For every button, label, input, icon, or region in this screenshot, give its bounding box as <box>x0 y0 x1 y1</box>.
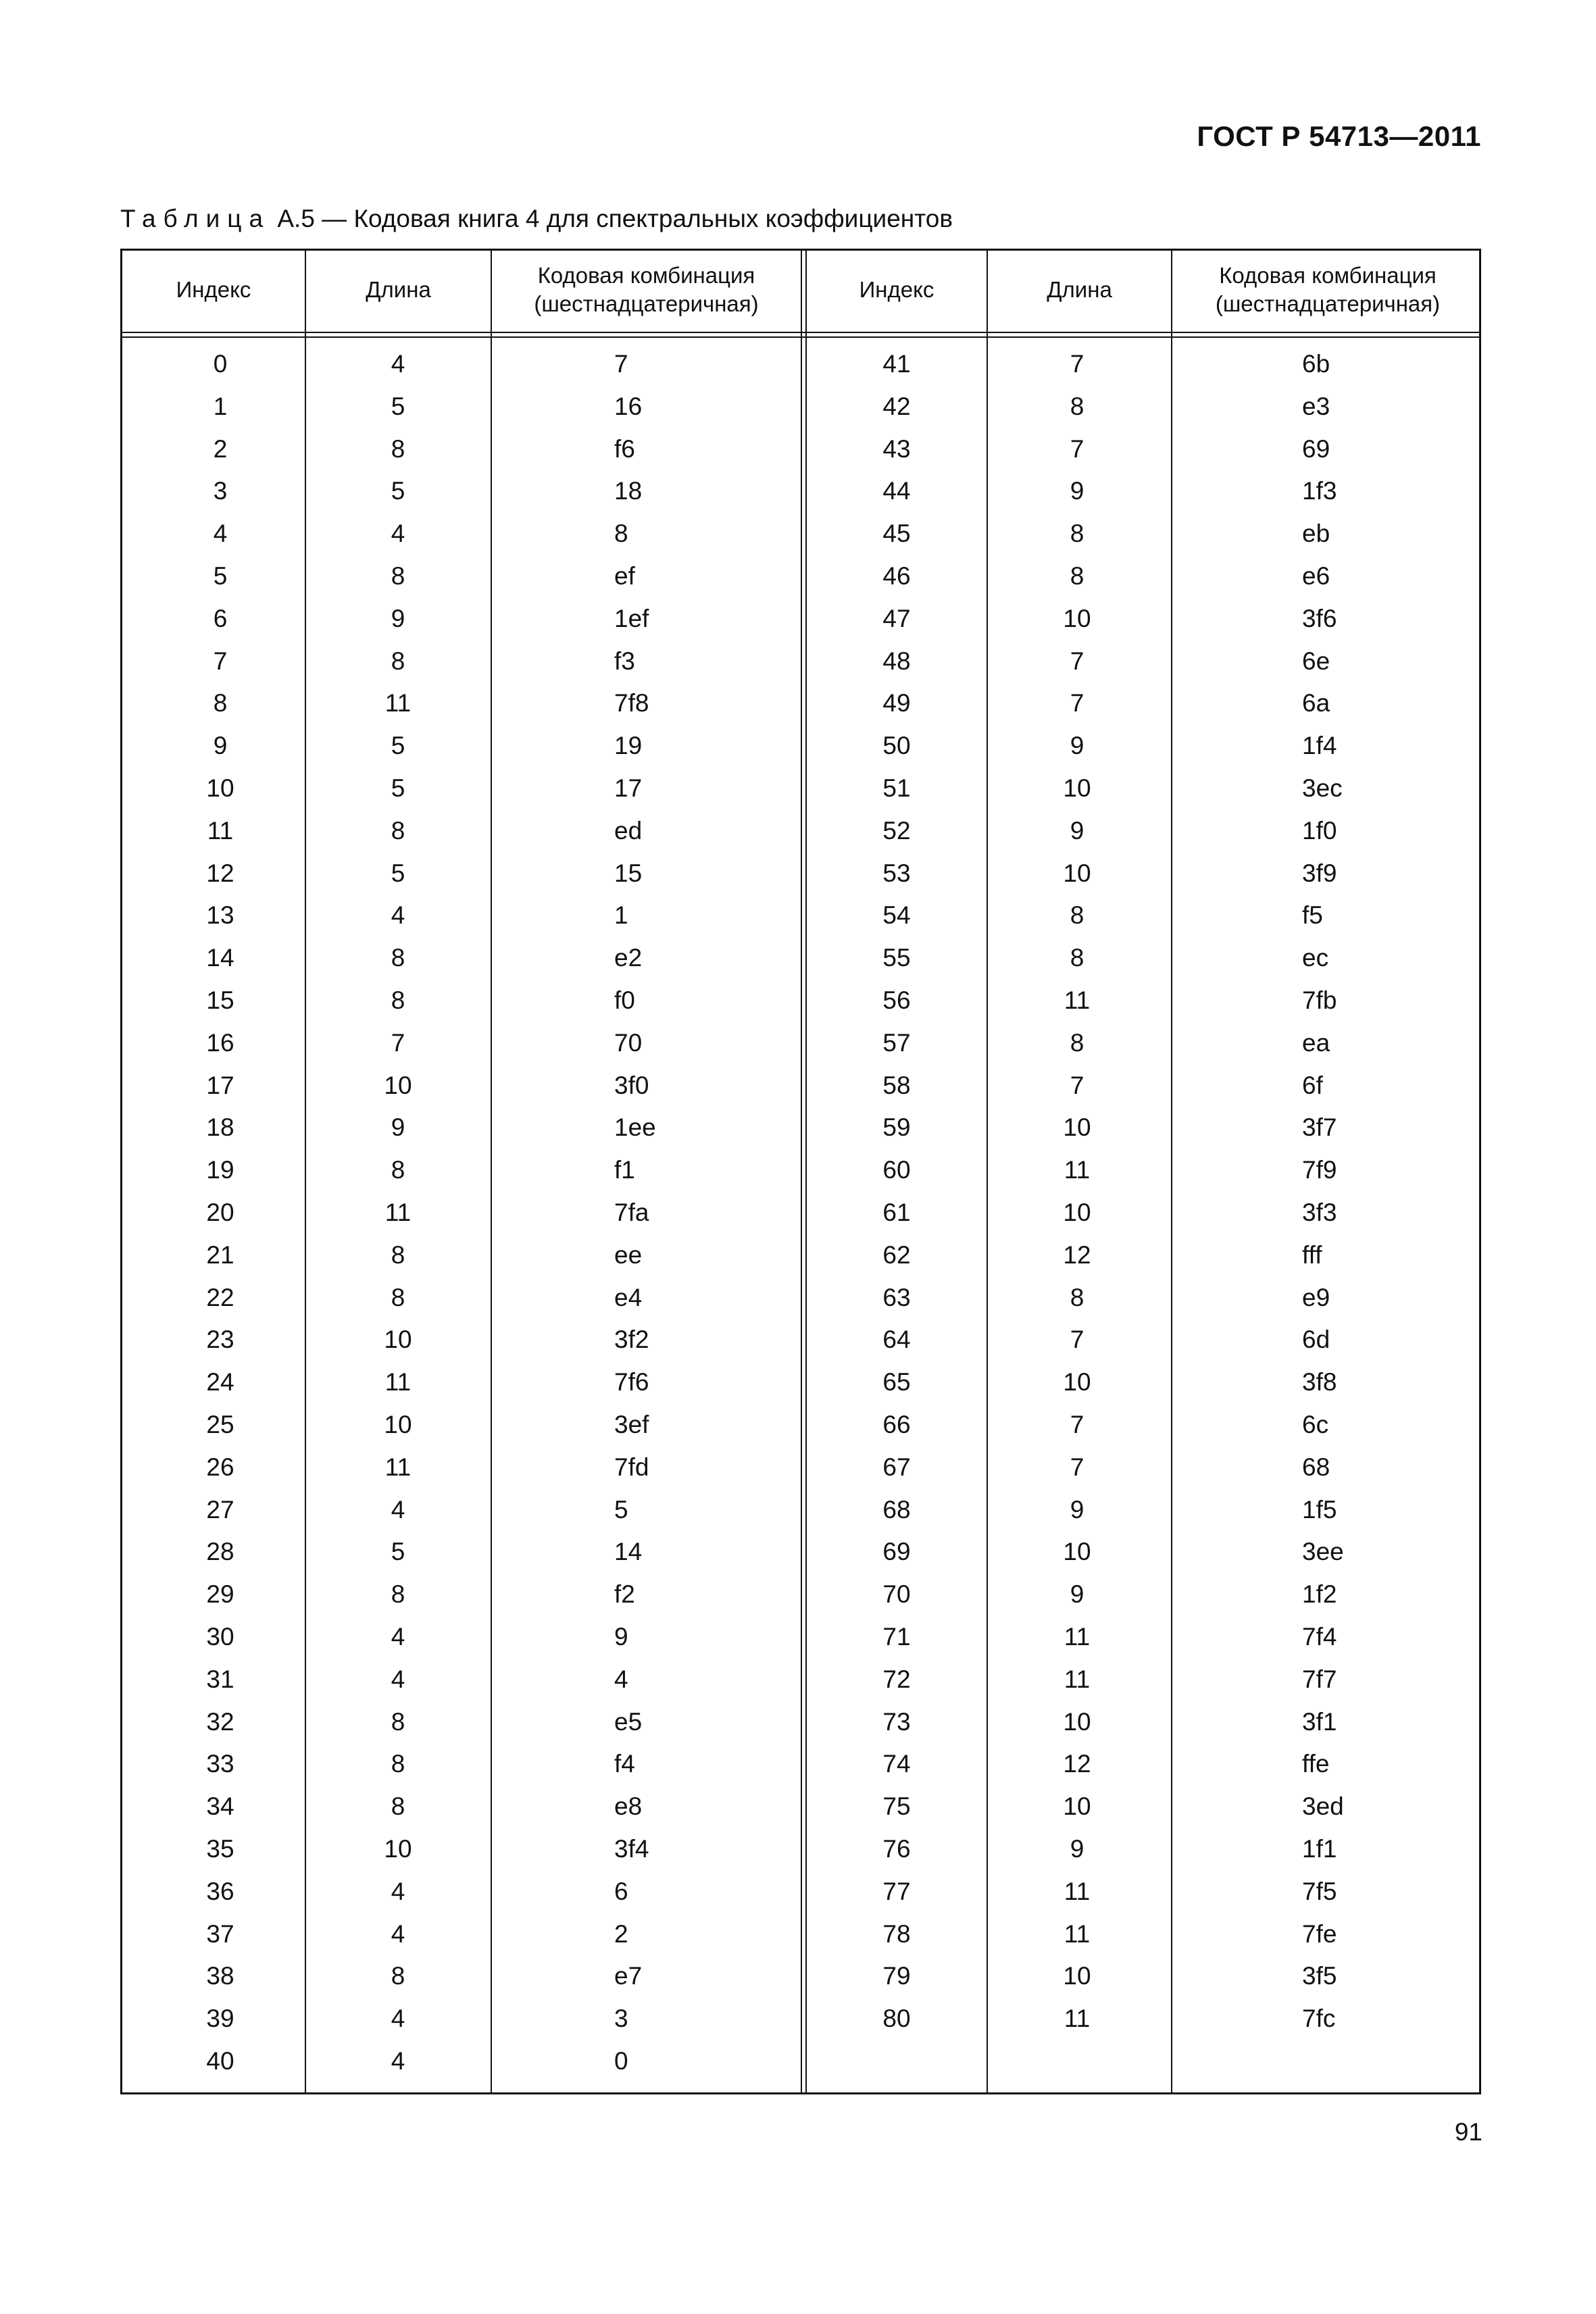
cell-index: 47 <box>882 604 911 632</box>
cell-index: 77 <box>882 1877 911 1905</box>
cell-code: ea <box>1302 1028 1330 1057</box>
cell-code: 3f4 <box>614 1835 649 1863</box>
cell-index: 7 <box>213 647 228 675</box>
cell-code: 9 <box>614 1623 628 1651</box>
cell-length: 10 <box>384 1071 412 1099</box>
cell-index: 41 <box>882 350 911 378</box>
cell-length: 10 <box>1063 1707 1091 1736</box>
cell-code: 7 <box>614 350 628 378</box>
cell-length: 8 <box>391 647 405 675</box>
cell-code: 1f4 <box>1302 732 1337 760</box>
cell-code: 68 <box>1302 1453 1330 1481</box>
cell-length: 7 <box>391 1028 405 1057</box>
cell-length: 7 <box>1070 1326 1084 1354</box>
cell-index: 45 <box>882 520 911 548</box>
cell-length: 10 <box>1063 1792 1091 1821</box>
cell-length: 9 <box>1070 1580 1084 1609</box>
cell-index: 65 <box>882 1368 911 1397</box>
cell-length: 7 <box>1070 434 1084 463</box>
cell-length: 5 <box>391 732 405 760</box>
cell-length: 4 <box>391 1623 405 1651</box>
cell-index: 64 <box>882 1326 911 1354</box>
cell-index: 15 <box>206 986 234 1014</box>
cell-length: 8 <box>1070 901 1084 930</box>
cell-index: 27 <box>206 1495 234 1524</box>
column-divider <box>305 251 306 2092</box>
cell-length: 7 <box>1070 1071 1084 1099</box>
cell-index: 4 <box>213 520 228 548</box>
cell-index: 39 <box>206 2005 234 2033</box>
cell-index: 0 <box>213 350 228 378</box>
cell-index: 49 <box>882 689 911 718</box>
column-divider <box>491 251 492 2092</box>
cell-length: 9 <box>391 1113 405 1142</box>
cell-index: 58 <box>882 1071 911 1099</box>
column-divider <box>987 251 988 2092</box>
cell-code: 1ef <box>614 604 649 632</box>
cell-code: 19 <box>614 732 643 760</box>
cell-length: 8 <box>1070 1283 1084 1311</box>
cell-index: 38 <box>206 1962 234 1990</box>
document-id: ГОСТ Р 54713—2011 <box>1197 120 1481 152</box>
cell-code: 5 <box>614 1495 628 1524</box>
cell-length: 4 <box>391 1877 405 1905</box>
cell-code: ffe <box>1302 1750 1330 1778</box>
cell-length: 12 <box>1063 1240 1091 1269</box>
cell-code: 2 <box>614 1919 628 1948</box>
cell-code: e5 <box>614 1707 643 1736</box>
cell-code: 3f5 <box>1302 1962 1337 1990</box>
cell-code: 15 <box>614 859 643 887</box>
cell-code: 1f1 <box>1302 1835 1337 1863</box>
cell-index: 52 <box>882 816 911 845</box>
cell-length: 5 <box>391 1538 405 1566</box>
cell-index: 31 <box>206 1665 234 1693</box>
cell-length: 11 <box>1064 1665 1091 1693</box>
cell-index: 36 <box>206 1877 234 1905</box>
cell-index: 3 <box>213 477 228 505</box>
cell-code: 3ee <box>1302 1538 1344 1566</box>
cell-length: 8 <box>391 1283 405 1311</box>
cell-index: 21 <box>206 1240 234 1269</box>
cell-length: 10 <box>1063 604 1091 632</box>
cell-index: 44 <box>882 477 911 505</box>
cell-index: 42 <box>882 392 911 420</box>
column-header-index-right: Индекс <box>859 277 934 302</box>
cell-code: 3f7 <box>1302 1113 1337 1142</box>
cell-code: 6f <box>1302 1071 1323 1099</box>
cell-index: 35 <box>206 1835 234 1863</box>
cell-index: 6 <box>213 604 228 632</box>
cell-code: 7f4 <box>1302 1623 1337 1651</box>
cell-index: 18 <box>206 1113 234 1142</box>
cell-length: 9 <box>1070 732 1084 760</box>
cell-length: 10 <box>384 1835 412 1863</box>
cell-code: 1f5 <box>1302 1495 1337 1524</box>
cell-index: 28 <box>206 1538 234 1566</box>
cell-length: 4 <box>391 520 405 548</box>
cell-length: 8 <box>391 1240 405 1269</box>
cell-index: 78 <box>882 1919 911 1948</box>
cell-index: 76 <box>882 1835 911 1863</box>
cell-length: 8 <box>391 986 405 1014</box>
cell-index: 48 <box>882 647 911 675</box>
header-divider <box>122 332 1479 338</box>
cell-index: 13 <box>206 901 234 930</box>
cell-index: 1 <box>213 392 228 420</box>
cell-length: 5 <box>391 859 405 887</box>
cell-code: 3f1 <box>1302 1707 1337 1736</box>
cell-code: 6b <box>1302 350 1330 378</box>
cell-code: 17 <box>614 774 643 802</box>
cell-length: 11 <box>384 689 412 718</box>
cell-code: e4 <box>614 1283 643 1311</box>
cell-length: 4 <box>391 901 405 930</box>
cell-length: 7 <box>1070 689 1084 718</box>
cell-index: 75 <box>882 1792 911 1821</box>
cell-length: 11 <box>384 1368 412 1397</box>
cell-length: 8 <box>391 1750 405 1778</box>
cell-length: 4 <box>391 1919 405 1948</box>
cell-code: eb <box>1302 520 1330 548</box>
cell-length: 10 <box>1063 1368 1091 1397</box>
cell-code: 6a <box>1302 689 1330 718</box>
cell-code: f5 <box>1302 901 1323 930</box>
cell-code: 14 <box>614 1538 643 1566</box>
cell-code: 1 <box>614 901 628 930</box>
cell-code: f6 <box>614 434 635 463</box>
cell-length: 11 <box>1064 1919 1091 1948</box>
column-header-code-left: Кодовая комбинация (шестнадцатеричная) <box>534 263 759 316</box>
cell-code: e8 <box>614 1792 643 1821</box>
cell-code: e7 <box>614 1962 643 1990</box>
cell-length: 11 <box>384 1453 412 1481</box>
cell-length: 8 <box>391 816 405 845</box>
cell-length: 9 <box>1070 1495 1084 1524</box>
cell-code: 7f5 <box>1302 1877 1337 1905</box>
cell-length: 12 <box>1063 1750 1091 1778</box>
cell-length: 5 <box>391 477 405 505</box>
cell-index: 17 <box>206 1071 234 1099</box>
cell-index: 22 <box>206 1283 234 1311</box>
cell-index: 54 <box>882 901 911 930</box>
cell-length: 8 <box>1070 944 1084 972</box>
cell-index: 30 <box>206 1623 234 1651</box>
cell-code: 7f9 <box>1302 1156 1337 1184</box>
cell-index: 69 <box>882 1538 911 1566</box>
cell-length: 4 <box>391 1665 405 1693</box>
cell-code: 4 <box>614 1665 628 1693</box>
cell-length: 10 <box>384 1326 412 1354</box>
cell-length: 4 <box>391 2005 405 2033</box>
cell-length: 8 <box>391 944 405 972</box>
cell-length: 10 <box>1063 1538 1091 1566</box>
cell-code: f2 <box>614 1580 635 1609</box>
cell-code: 7fd <box>614 1453 649 1481</box>
cell-length: 11 <box>1064 1877 1091 1905</box>
cell-length: 8 <box>1070 562 1084 590</box>
cell-code: 3ef <box>614 1411 649 1438</box>
cell-index: 74 <box>882 1750 911 1778</box>
cell-code: 6d <box>1302 1326 1330 1354</box>
cell-index: 56 <box>882 986 911 1014</box>
cell-index: 61 <box>882 1199 911 1226</box>
cell-length: 8 <box>1070 520 1084 548</box>
column-header-code-right: Кодовая комбинация (шестнадцатеричная) <box>1215 263 1441 316</box>
cell-code: 3f9 <box>1302 859 1337 887</box>
cell-code: f3 <box>614 647 635 675</box>
cell-code: 7fc <box>1302 2005 1336 2033</box>
cell-index: 24 <box>206 1368 234 1397</box>
cell-code: f0 <box>614 986 635 1014</box>
cell-index: 73 <box>882 1707 911 1736</box>
cell-index: 53 <box>882 859 911 887</box>
table-caption-label: Таблица <box>120 205 271 232</box>
cell-index: 29 <box>206 1580 234 1609</box>
cell-length: 8 <box>391 1792 405 1821</box>
cell-code: 7fa <box>614 1199 649 1226</box>
cell-code: 3f0 <box>614 1071 649 1099</box>
cell-code: ef <box>614 562 635 590</box>
cell-index: 72 <box>882 1665 911 1693</box>
cell-length: 8 <box>391 562 405 590</box>
cell-index: 67 <box>882 1453 911 1481</box>
cell-code: 70 <box>614 1028 643 1057</box>
column-header-length-right: Длина <box>1047 277 1112 302</box>
cell-code: 7f7 <box>1302 1665 1337 1693</box>
cell-length: 9 <box>1070 477 1084 505</box>
cell-index: 33 <box>206 1750 234 1778</box>
cell-index: 55 <box>882 944 911 972</box>
cell-length: 11 <box>384 1199 412 1226</box>
cell-index: 37 <box>206 1919 234 1948</box>
cell-index: 57 <box>882 1028 911 1057</box>
cell-length: 11 <box>1064 1156 1091 1184</box>
cell-length: 7 <box>1070 1411 1084 1438</box>
table-caption-title: А.5 — Кодовая книга 4 для спектральных коэффициентов <box>270 205 953 232</box>
cell-index: 46 <box>882 562 911 590</box>
cell-code: ee <box>614 1240 643 1269</box>
cell-length: 8 <box>1070 392 1084 420</box>
cell-length: 8 <box>391 1580 405 1609</box>
cell-code: 3ec <box>1302 774 1343 802</box>
cell-length: 10 <box>1063 859 1091 887</box>
cell-length: 8 <box>391 434 405 463</box>
cell-length: 8 <box>391 1707 405 1736</box>
cell-code: f1 <box>614 1156 635 1184</box>
cell-code: 3f3 <box>1302 1199 1337 1226</box>
cell-code: 1ee <box>614 1113 656 1142</box>
cell-length: 8 <box>391 1962 405 1990</box>
cell-index: 60 <box>882 1156 911 1184</box>
cell-code: 69 <box>1302 434 1330 463</box>
cell-code: e9 <box>1302 1283 1330 1311</box>
column-divider <box>1171 251 1172 2092</box>
cell-length: 7 <box>1070 647 1084 675</box>
cell-length: 5 <box>391 392 405 420</box>
cell-code: 18 <box>614 477 643 505</box>
cell-index: 70 <box>882 1580 911 1609</box>
cell-index: 59 <box>882 1113 911 1142</box>
cell-code: 6c <box>1302 1411 1329 1438</box>
cell-length: 8 <box>391 1156 405 1184</box>
cell-index: 40 <box>206 2047 234 2075</box>
cell-index: 63 <box>882 1283 911 1311</box>
cell-length: 10 <box>1063 1962 1091 1990</box>
column-header-index-left: Индекс <box>176 277 251 302</box>
codebook-table <box>120 249 1481 2094</box>
cell-index: 5 <box>213 562 228 590</box>
cell-code: ed <box>614 816 643 845</box>
cell-index: 10 <box>206 774 234 802</box>
cell-length: 9 <box>391 604 405 632</box>
cell-code: 16 <box>614 392 643 420</box>
cell-index: 16 <box>206 1028 234 1057</box>
cell-code: 8 <box>614 520 628 548</box>
cell-index: 50 <box>882 732 911 760</box>
cell-code: 0 <box>614 2047 628 2075</box>
cell-index: 19 <box>206 1156 234 1184</box>
cell-index: 79 <box>882 1962 911 1990</box>
cell-code: ec <box>1302 944 1329 972</box>
cell-index: 2 <box>213 434 228 463</box>
cell-code: 6e <box>1302 647 1330 675</box>
cell-index: 71 <box>882 1623 911 1651</box>
cell-code: 7fe <box>1302 1919 1337 1948</box>
cell-length: 4 <box>391 350 405 378</box>
cell-index: 9 <box>213 732 228 760</box>
cell-code: f4 <box>614 1750 635 1778</box>
cell-length: 9 <box>1070 816 1084 845</box>
cell-code: e2 <box>614 944 643 972</box>
page-number: 91 <box>1454 2118 1482 2146</box>
cell-index: 32 <box>206 1707 234 1736</box>
cell-code: e3 <box>1302 392 1330 420</box>
cell-length: 7 <box>1070 1453 1084 1481</box>
cell-length: 5 <box>391 774 405 802</box>
cell-length: 11 <box>1064 2005 1091 2033</box>
cell-code: 3 <box>614 2005 628 2033</box>
cell-code: 1f3 <box>1302 477 1337 505</box>
cell-index: 14 <box>206 944 234 972</box>
cell-index: 8 <box>213 689 228 718</box>
cell-index: 66 <box>882 1411 911 1438</box>
cell-index: 11 <box>207 816 234 845</box>
cell-index: 26 <box>206 1453 234 1481</box>
cell-index: 23 <box>206 1326 234 1354</box>
cell-code: 7f6 <box>614 1368 649 1397</box>
cell-length: 7 <box>1070 350 1084 378</box>
cell-length: 10 <box>384 1411 412 1438</box>
cell-length: 10 <box>1063 1199 1091 1226</box>
cell-length: 4 <box>391 2047 405 2075</box>
cell-length: 10 <box>1063 774 1091 802</box>
cell-index: 25 <box>206 1411 234 1438</box>
cell-length: 11 <box>1064 986 1091 1014</box>
cell-index: 12 <box>206 859 234 887</box>
cell-length: 11 <box>1064 1623 1091 1651</box>
cell-code: fff <box>1302 1240 1322 1269</box>
cell-length: 4 <box>391 1495 405 1524</box>
cell-index: 51 <box>882 774 911 802</box>
cell-code: 1f0 <box>1302 816 1337 845</box>
cell-code: 6 <box>614 1877 628 1905</box>
table-caption <box>120 205 953 233</box>
cell-code: 7fb <box>1302 986 1337 1014</box>
cell-index: 20 <box>206 1199 234 1226</box>
cell-code: 7f8 <box>614 689 649 718</box>
cell-code: e6 <box>1302 562 1330 590</box>
cell-length: 9 <box>1070 1835 1084 1863</box>
cell-index: 80 <box>882 2005 911 2033</box>
cell-index: 34 <box>206 1792 234 1821</box>
half-divider <box>801 251 807 2092</box>
cell-length: 8 <box>1070 1028 1084 1057</box>
cell-index: 68 <box>882 1495 911 1524</box>
cell-code: 3f8 <box>1302 1368 1337 1397</box>
cell-code: 3f6 <box>1302 604 1337 632</box>
cell-code: 3f2 <box>614 1326 649 1354</box>
cell-index: 62 <box>882 1240 911 1269</box>
cell-code: 1f2 <box>1302 1580 1337 1609</box>
cell-index: 43 <box>882 434 911 463</box>
column-header-length-left: Длина <box>366 277 431 302</box>
cell-length: 10 <box>1063 1113 1091 1142</box>
cell-code: 3ed <box>1302 1792 1344 1821</box>
